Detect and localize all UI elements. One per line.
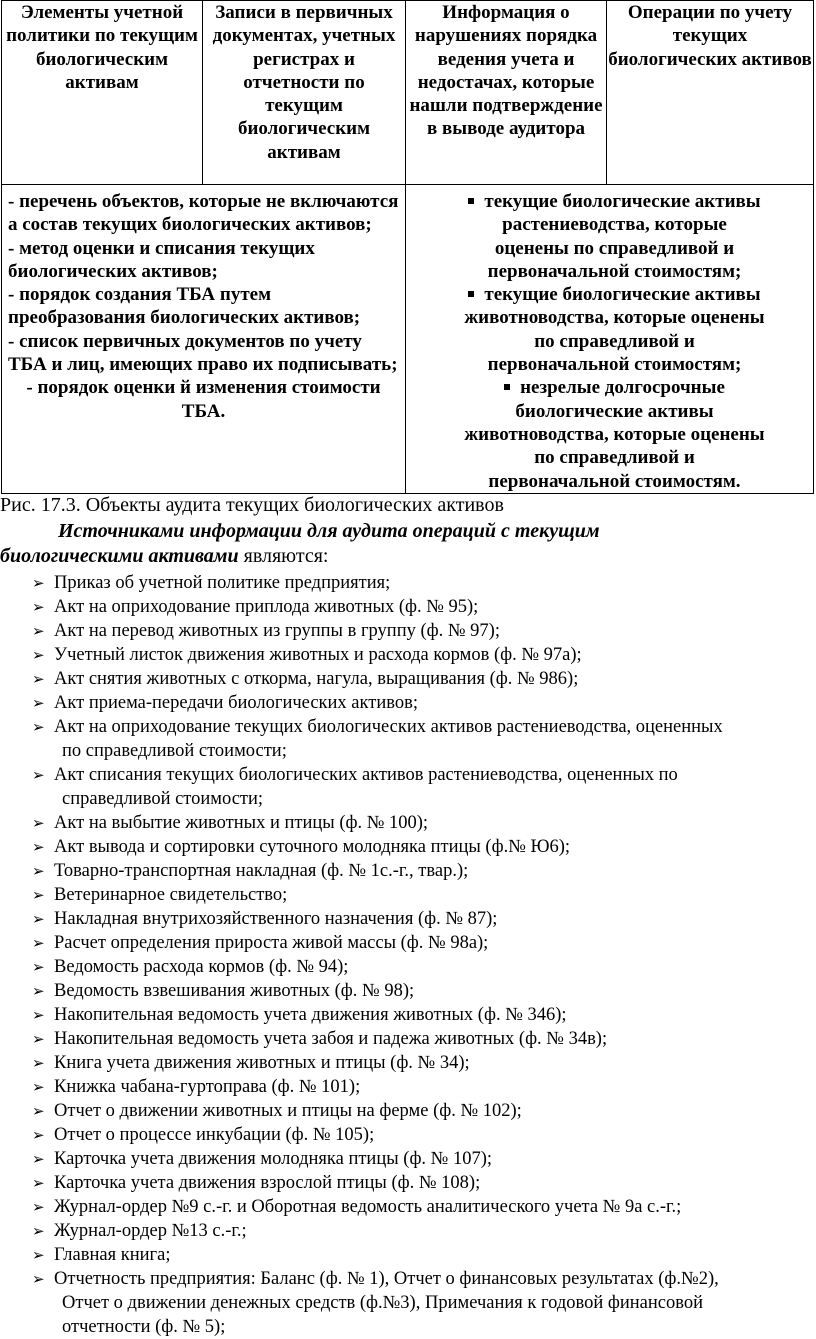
arrow-bullet-icon: ➢ — [32, 1078, 45, 1096]
arrow-bullet-icon: ➢ — [32, 982, 45, 1000]
arrow-bullet-icon: ➢ — [32, 862, 45, 880]
header-accounting-policy: Элементы учетной политики по текущим биологическим активам — [2, 1, 203, 185]
intro-rest: являются: — [238, 545, 329, 567]
arrow-bullet-icon: ➢ — [32, 622, 45, 640]
list-item: ➢ Карточка учета движения молодняка птицы (ф. № 107); — [32, 1149, 493, 1169]
arrow-bullet-icon: ➢ — [32, 1174, 45, 1192]
list-item: - метод оценки и списания текущих биологических активов; — [8, 237, 315, 282]
list-item: ➢ Акт списания текущих биологических активов растениеводства, оцененных по справедливой стоимости; — [32, 765, 678, 809]
arrow-bullet-icon: ➢ — [32, 910, 45, 928]
list-item: ➢ Ведомость расхода кормов (ф. № 94); — [32, 957, 349, 977]
arrow-bullet-icon: ➢ — [32, 766, 45, 784]
arrow-bullet-icon: ➢ — [32, 934, 45, 952]
arrow-bullet-icon: ➢ — [32, 1222, 45, 1240]
square-bullet-icon — [468, 291, 474, 297]
list-item: ➢ Акт на оприходование приплода животных (ф. № 95); — [32, 597, 479, 617]
arrow-bullet-icon: ➢ — [32, 1054, 45, 1072]
intro-emphasis-line1: Источниками информации для аудита операций с текущим — [58, 520, 600, 542]
list-item: ➢ Акт снятия животных с откорма, нагула, выращивания (ф. № 986); — [32, 669, 579, 689]
arrow-bullet-icon: ➢ — [32, 1198, 45, 1216]
arrow-bullet-icon: ➢ — [32, 1150, 45, 1168]
audit-objects-table — [1, 0, 814, 494]
list-item: ➢ Накопительная ведомость учета забоя и падежа животных (ф. № 34в); — [32, 1029, 608, 1049]
figure-caption: Рис. 17.3. Объекты аудита текущих биологических активов — [0, 494, 504, 516]
list-item: ➢ Товарно-транспортная накладная (ф. № 1с.-г., твар.); — [32, 861, 469, 881]
header-violations-info: Информация о нарушениях порядка ведения учета и недостачах, которые нашли подтверждение в выводе аудитора — [406, 1, 607, 185]
list-item: - перечень объектов, которые не включаются а состав текущих биологических активов; — [8, 191, 399, 236]
list-item: ➢ Расчет определения прироста живой массы (ф. № 98а); — [32, 933, 489, 953]
list-item: ➢ Акт на выбытие животных и птицы (ф. № 100); — [32, 813, 429, 833]
list-item: незрелые долгосрочные — [420, 376, 809, 399]
arrow-bullet-icon: ➢ — [32, 1102, 45, 1120]
list-item: ➢ Ведомость взвешивания животных (ф. № 98); — [32, 981, 415, 1001]
list-item: ➢ Акт приема-передачи биологических активов; — [32, 693, 418, 713]
sources-intro — [0, 519, 812, 569]
documents-list — [0, 571, 812, 1339]
header-primary-records: Записи в первичных документах, учетных регистрах и отчетности по текущим биологическим активам — [203, 1, 406, 185]
list-item: - порядок оценки й изменения стоимости ТБА. — [26, 377, 381, 422]
square-bullet-icon — [504, 384, 510, 390]
list-item: - список первичных документов по учету ТБА и лиц, имеющих право их подписывать; — [8, 330, 398, 376]
list-item: текущие биологические активы — [420, 190, 809, 213]
list-item: ➢ Акт на перевод животных из группы в группу (ф. № 97); — [32, 621, 500, 641]
arrow-bullet-icon: ➢ — [32, 886, 45, 904]
list-item: ➢ Акт вывода и сортировки суточного молодняка птицы (ф.№ Ю6); — [32, 837, 571, 857]
list-item: - порядок создания ТБА путем преобразования биологических активов; — [8, 284, 361, 329]
list-item: ➢ Приказ об учетной политике предприятия; — [32, 573, 391, 593]
arrow-bullet-icon: ➢ — [32, 646, 45, 664]
list-item: ➢ Журнал-ордер №9 с.-г. и Оборотная ведомость аналитического учета № 9а с.-г.; — [32, 1197, 682, 1217]
arrow-bullet-icon: ➢ — [32, 1006, 45, 1024]
list-item: ➢ Накопительная ведомость учета движения животных (ф. № 346); — [32, 1005, 567, 1025]
list-item: ➢ Ветеринарное свидетельство; — [32, 885, 288, 905]
list-item: текущие биологические активы — [420, 283, 809, 306]
header-operations: Операции по учету текущих биологических активов — [607, 1, 814, 185]
arrow-bullet-icon: ➢ — [32, 814, 45, 832]
arrow-bullet-icon: ➢ — [32, 1030, 45, 1048]
list-item: ➢ Книга учета движения животных и птицы (ф. № 34); — [32, 1053, 470, 1073]
arrow-bullet-icon: ➢ — [32, 1270, 45, 1288]
arrow-bullet-icon: ➢ — [32, 574, 45, 592]
arrow-bullet-icon: ➢ — [32, 1246, 45, 1264]
list-item: ➢ Отчетность предприятия: Баланс (ф. № 1), Отчет о финансовых результатах (ф.№2), Отчет о движении денежных средств (ф.№3), Примечания к годовой финансовой отчетности (ф. № 5); — [32, 1269, 719, 1337]
list-item: ➢ Журнал-ордер №13 с.-г.; — [32, 1221, 247, 1241]
list-item: ➢ Главная книга; — [32, 1245, 171, 1265]
list-item: ➢ Накладная внутрихозяйственного назначения (ф. № 87); — [32, 909, 498, 929]
intro-emphasis-line2: биологическими активами — [0, 545, 239, 567]
policy-elements-cell — [2, 185, 406, 494]
square-bullet-icon — [468, 198, 474, 204]
arrow-bullet-icon: ➢ — [32, 694, 45, 712]
list-item: ➢ Акт на оприходование текущих биологических активов растениеводства, оцененных по справедливой стоимости; — [32, 717, 723, 761]
list-item: ➢ Отчет о движении животных и птицы на ферме (ф. № 102); — [32, 1101, 522, 1121]
arrow-bullet-icon: ➢ — [32, 958, 45, 976]
table-header-row — [2, 1, 814, 185]
list-item: ➢ Книжка чабана-гуртоправа (ф. № 101); — [32, 1077, 361, 1097]
table-body-row — [2, 185, 814, 494]
arrow-bullet-icon: ➢ — [32, 1126, 45, 1144]
asset-types-cell: текущие биологические активы растениеводства, которые оценены по справедливой и первоначальной стоимостям; текущие биологические активы животноводства, которые оценены по справедливой и первоначальной стоимостям; незрелые долгосрочные биологические активы животноводства, которые оценены по справедливой и первоначальной стоимостям. — [406, 185, 814, 494]
list-item: ➢ Учетный листок движения животных и расхода кормов (ф. № 97а); — [32, 645, 582, 665]
arrow-bullet-icon: ➢ — [32, 670, 45, 688]
arrow-bullet-icon: ➢ — [32, 838, 45, 856]
list-item: ➢ Карточка учета движения взрослой птицы (ф. № 108); — [32, 1173, 481, 1193]
list-item: ➢ Отчет о процессе инкубации (ф. № 105); — [32, 1125, 375, 1145]
arrow-bullet-icon: ➢ — [32, 598, 45, 616]
arrow-bullet-icon: ➢ — [32, 718, 45, 736]
